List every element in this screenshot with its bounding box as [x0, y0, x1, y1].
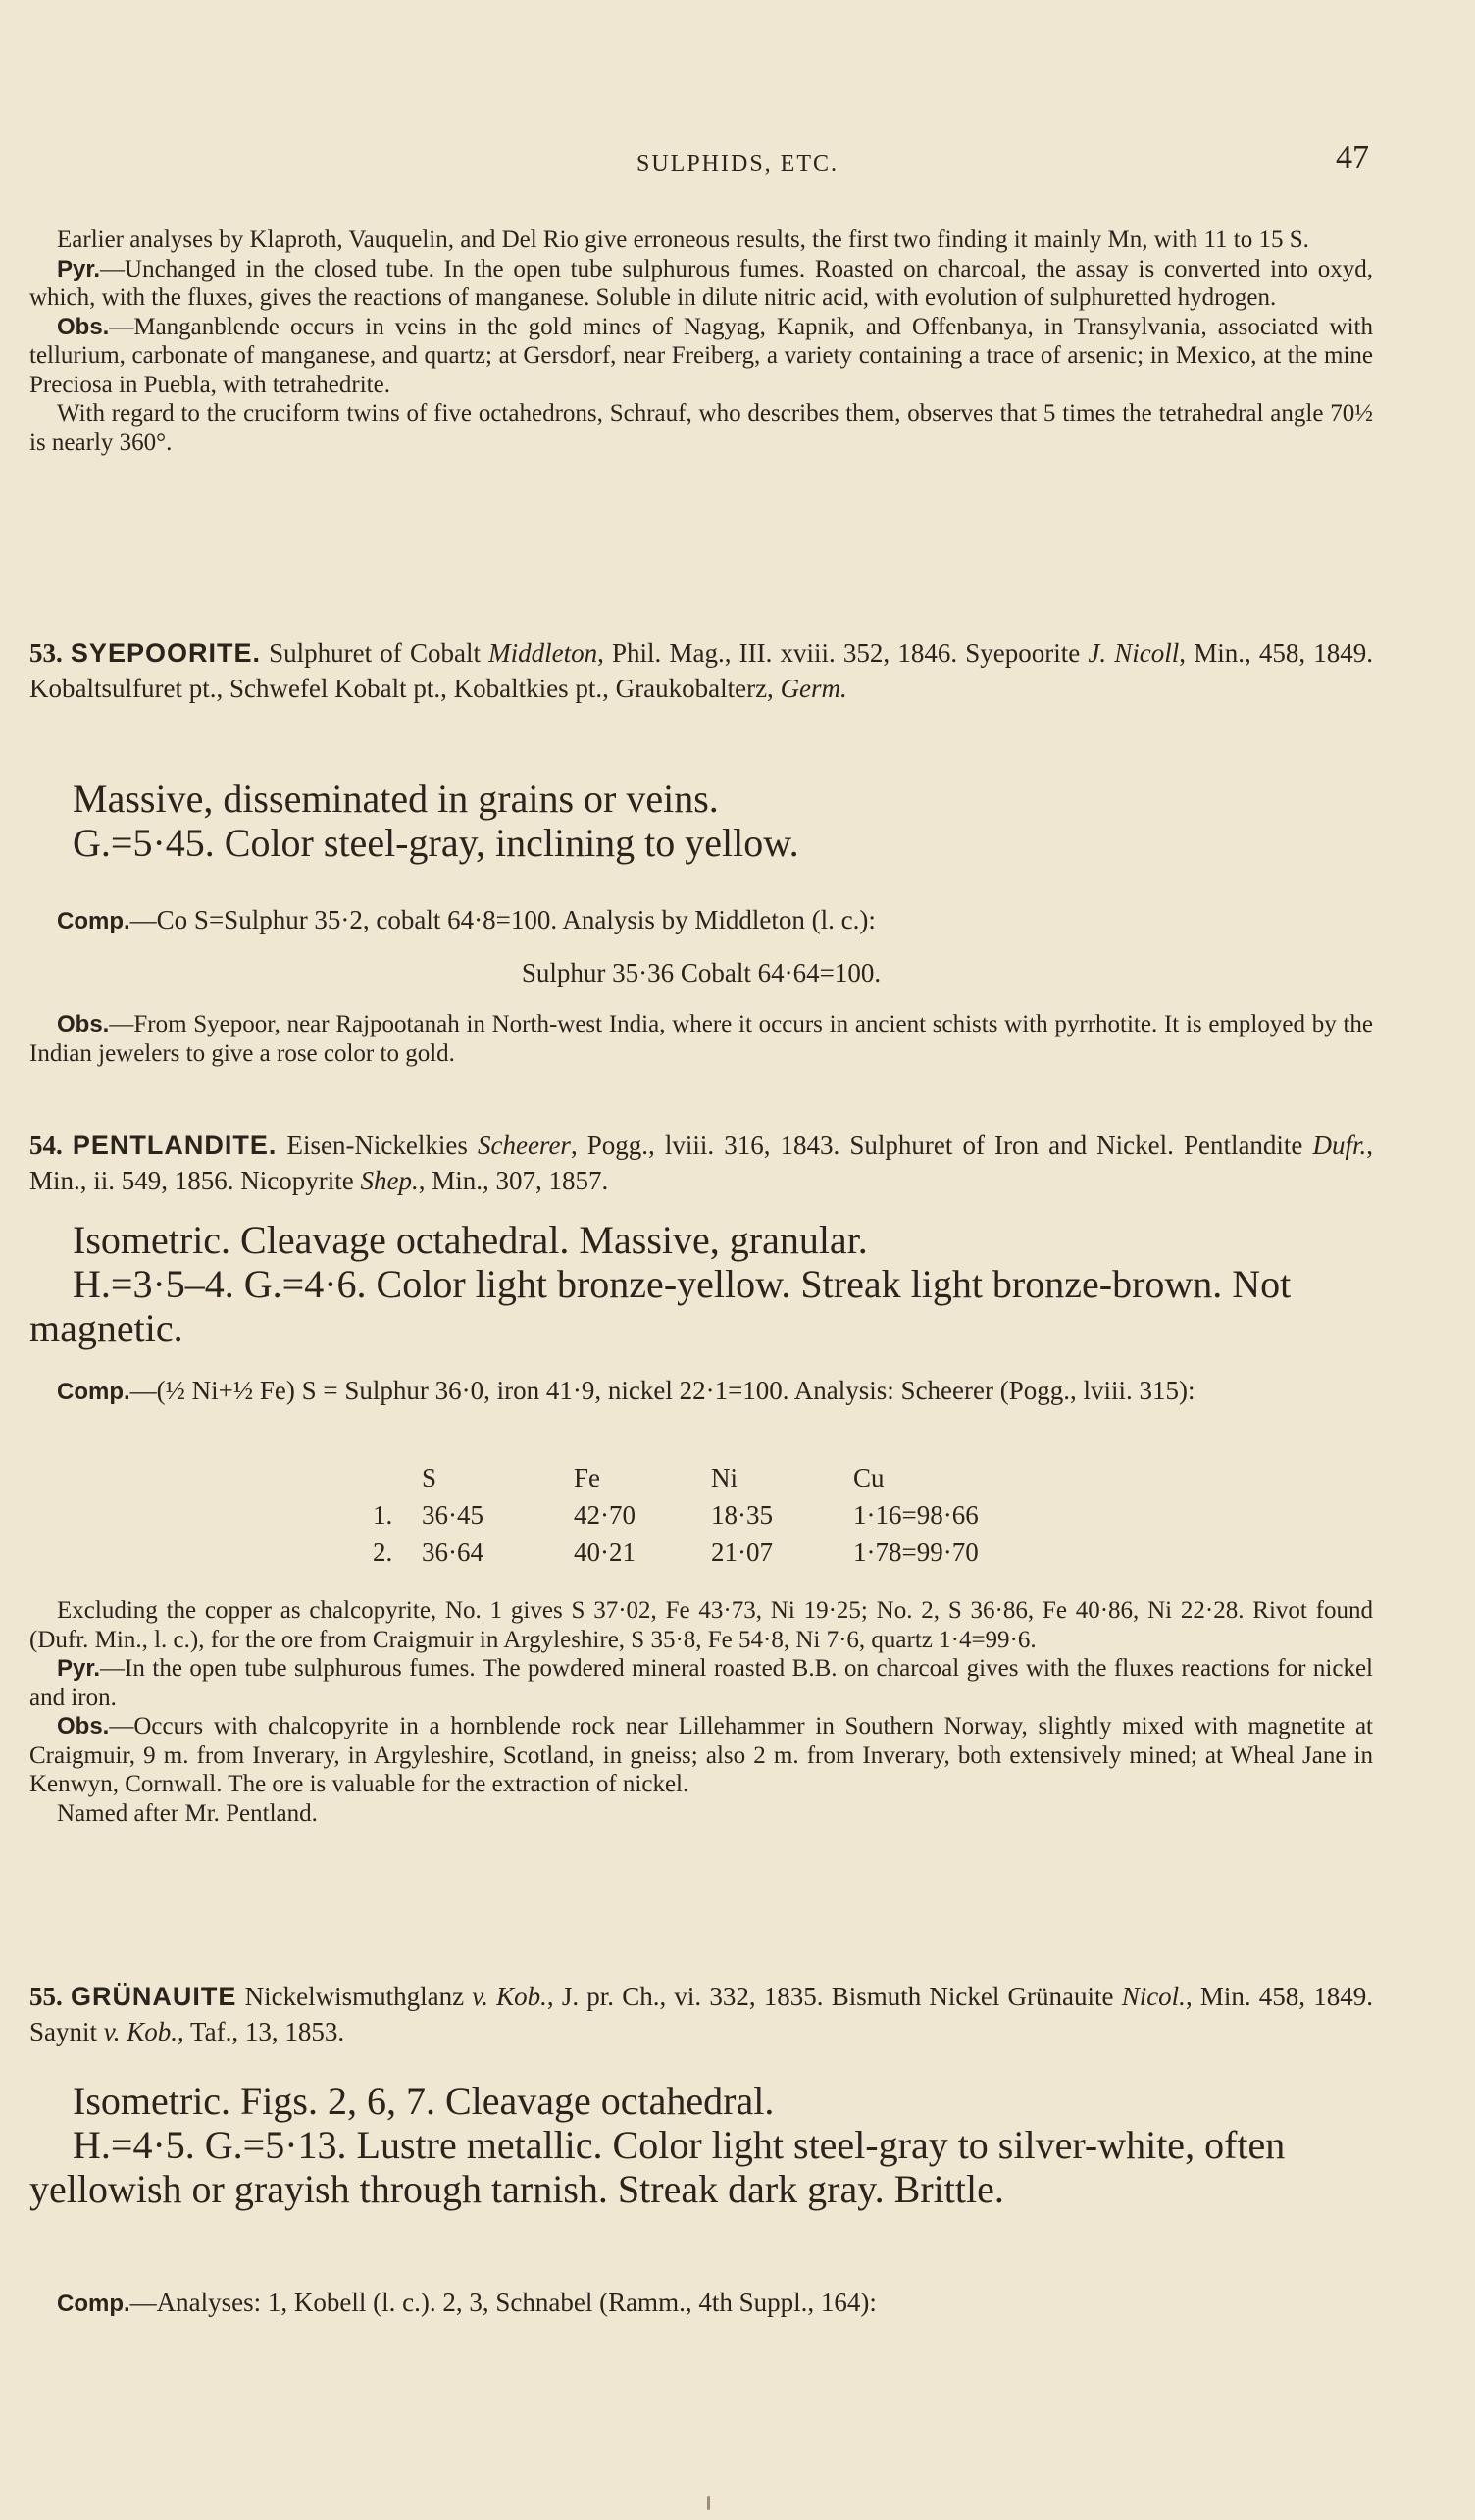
table-header-cell: Ni	[711, 1462, 738, 1492]
author-name: Middleton	[488, 638, 598, 668]
synonymy-text: , Min., 307, 1857.	[418, 1166, 609, 1195]
pyr-text: —In the open tube sulphurous fumes. The powdered mineral roasted B.B. on charcoal gives with the fluxes reactions for nickel and iron.	[29, 1655, 1373, 1711]
comp-lead: Comp.	[57, 2291, 130, 2317]
synonymy-text: , Min., 458, 1849. Kobaltsulfuret pt., Schwefel Kobalt pt., Kobaltkies pt., Graukobalterz,	[29, 638, 1374, 703]
entry-name: PENTLANDITE.	[72, 1131, 278, 1160]
comp-syepoorite	[29, 902, 1373, 939]
description-line: Isometric. Figs. 2, 6, 7. Cleavage octahedral.	[73, 2079, 775, 2123]
comp-grunauite	[29, 2285, 1373, 2322]
table-row	[373, 1496, 1049, 1534]
obs-text: —Manganblende occurs in veins in the gold mines of Nagyag, Kapnik, and Offenbanya, in Transylvania, associated with tellurium, carbonate of manganese, and quartz; at Gersdorf, near Freiberg, a variety containing a trace of arsenic; in Mexico, at the mine Preciosa in Puebla, with tetrahedrite.	[29, 313, 1373, 398]
entry-name: SYEPOORITE.	[70, 638, 261, 668]
entry-pentlandite	[29, 1128, 1373, 1198]
table-cell: 18·35	[711, 1499, 773, 1530]
running-head: SULPHIDS, ETC.	[636, 151, 839, 176]
author-name: v. Kob.	[103, 2017, 178, 2046]
entry-heading	[29, 635, 1373, 706]
table-cell: 40·21	[574, 1537, 636, 1567]
table-header-row	[373, 1459, 1049, 1496]
comp-text: —(½ Ni+½ Fe) S = Sulphur 36·0, iron 41·9, nickel 22·1=100. Analysis: Scheerer (Pogg., lviii. 315):	[129, 1376, 1195, 1405]
synonymy-text: Sulphuret of Cobalt	[269, 638, 489, 668]
paragraph-named: Named after Mr. Pentland.	[57, 1799, 318, 1827]
entry-syepoorite	[29, 635, 1373, 706]
table-header-cell: S	[422, 1462, 437, 1492]
entry-number: 55.	[29, 1982, 63, 2011]
synonymy-text: , Taf., 13, 1853.	[178, 2017, 345, 2046]
entry-grunauite	[29, 1979, 1373, 2049]
description-line: H.=3·5–4. G.=4·6. Color light bronze-yellow. Streak light bronze-brown. Not magnetic.	[29, 1262, 1292, 1350]
author-name: Nicol.	[1121, 1982, 1186, 2011]
table-header-cell: Cu	[853, 1462, 885, 1492]
description-pentlandite	[29, 1218, 1373, 1350]
comp-text: —Co S=Sulphur 35·2, cobalt 64·8=100. Analysis by Middleton (l. c.):	[129, 905, 876, 934]
entry-number: 54.	[29, 1131, 63, 1160]
table-cell: 1.	[373, 1499, 393, 1530]
obs-lead: Obs.	[57, 313, 110, 340]
table-header-cell: Fe	[574, 1462, 600, 1492]
comp-pentlandite	[29, 1373, 1373, 1410]
paragraph-earlier-analyses: Earlier analyses by Klaproth, Vauquelin, and Del Rio give erroneous results, the first two finding it mainly Mn, with 11 to 15 S.	[57, 227, 1309, 253]
analysis-line: Sulphur 35·36 Cobalt 64·64=100.	[521, 958, 882, 987]
page-header	[0, 139, 1475, 188]
author-name: v. Kob.	[472, 1982, 547, 2011]
description-line: G.=5·45. Color steel-gray, inclining to yellow.	[73, 821, 799, 865]
table-cell: 1·78=99·70	[853, 1537, 979, 1567]
paragraph-pyr	[29, 1654, 1373, 1712]
synonymy-text: , Min. 458, 1849. Saynit	[29, 1982, 1373, 2046]
pyr-text: —Unchanged in the closed tube. In the open tube sulphurous fumes. Roasted on charcoal, the assay is converted into oxyd, which, with the fluxes, gives the reactions of manganese. Soluble in dilute nitric acid, with evolution of sulphuretted hydrogen.	[29, 255, 1373, 311]
description-line: Isometric. Cleavage octahedral. Massive, granular.	[73, 1218, 868, 1262]
obs-lead: Obs.	[57, 1011, 110, 1037]
table-cell: 1·16=98·66	[853, 1499, 979, 1530]
table-row	[373, 1534, 1049, 1571]
pyr-lead: Pyr.	[57, 255, 101, 282]
paragraph-pyr	[29, 255, 1373, 313]
synonymy-text: Nickelwismuthglanz	[236, 1982, 473, 2011]
comp-lead: Comp.	[57, 908, 130, 934]
description-line: Massive, disseminated in grains or veins.	[73, 777, 719, 821]
comp-text: —Analyses: 1, Kobell (l. c.). 2, 3, Schnabel (Ramm., 4th Suppl., 164):	[129, 2288, 877, 2317]
entry-name: GRÜNAUITE	[70, 1982, 237, 2011]
entry-heading	[29, 1979, 1373, 2049]
obs-text: —From Syepoor, near Rajpootanah in North-west India, where it occurs in ancient schists with pyrrhotite. It is employed by the Indian jewelers to give a rose color to gold.	[29, 1011, 1373, 1067]
synonymy-text: , J. pr. Ch., vi. 332, 1835. Bismuth Nickel Grünauite	[546, 1982, 1122, 2011]
analysis-table	[373, 1459, 1049, 1571]
comp-lead: Comp.	[57, 1379, 130, 1405]
author-name: J. Nicoll	[1088, 638, 1180, 668]
table-cell: 21·07	[711, 1537, 773, 1567]
paragraph-obs	[29, 313, 1373, 400]
synonymy-text: Eisen-Nickelkies	[286, 1131, 478, 1160]
description-line: H.=4·5. G.=5·13. Lustre metallic. Color light steel-gray to silver-white, often yellowish or grayish through tarnish. Streak dark gray. Brittle.	[29, 2123, 1286, 2211]
notes-pentlandite	[29, 1596, 1373, 1828]
language-tag: Germ.	[780, 674, 847, 703]
entry-number: 53.	[29, 638, 63, 668]
table-cell: 36·45	[422, 1499, 483, 1530]
paper-speck	[707, 2496, 710, 2510]
obs-syepoorite	[29, 1010, 1373, 1068]
paragraph-cruciform: With regard to the cruciform twins of five octahedrons, Schrauf, who describes them, observes that 5 times the tetrahedral angle 70½ is nearly 360°.	[29, 400, 1373, 456]
paragraph-obs	[29, 1010, 1373, 1068]
entry-heading	[29, 1128, 1373, 1198]
author-name: Shep.	[360, 1166, 419, 1195]
paragraph-excluding: Excluding the copper as chalcopyrite, No. 1 gives S 37·02, Fe 43·73, Ni 19·25; No. 2, S 36·86, Fe 40·86, Ni 22·28. Rivot found (Dufr. Min., l. c.), for the ore from Craigmuir in Argyleshire, S 35·8, Fe 54·8, Ni 7·6, quartz 1·4=99·6.	[29, 1597, 1373, 1653]
description-syepoorite	[29, 777, 1373, 865]
description-grunauite	[29, 2079, 1373, 2211]
synonymy-text: , Min., ii. 549, 1856. Nicopyrite	[29, 1131, 1374, 1195]
paragraph-obs	[29, 1712, 1373, 1799]
table-cell: 42·70	[574, 1499, 636, 1530]
top-section	[29, 226, 1373, 457]
synonymy-text: , Phil. Mag., III. xviii. 352, 1846. Syepoorite	[597, 638, 1089, 668]
author-name: Scheerer	[477, 1131, 571, 1160]
page-number: 47	[1336, 139, 1369, 176]
pyr-lead: Pyr.	[57, 1655, 101, 1682]
synonymy-text: , Pogg., lviii. 316, 1843. Sulphuret of Iron and Nickel. Pentlandite	[570, 1131, 1313, 1160]
table-cell: 36·64	[422, 1537, 483, 1567]
author-name: Dufr.	[1312, 1131, 1367, 1160]
table-cell: 2.	[373, 1537, 393, 1567]
obs-text: —Occurs with chalcopyrite in a hornblende rock near Lillehammer in Southern Norway, slightly mixed with magnetite at Craigmuir, 9 m. from Inverary, in Argyleshire, Scotland, in gneiss; also 2 m. from Inverary, both extensively mined; at Wheal Jane in Kenwyn, Cornwall. The ore is valuable for the extraction of nickel.	[29, 1713, 1373, 1797]
obs-lead: Obs.	[57, 1713, 110, 1739]
table-header-cell	[373, 1459, 422, 1496]
